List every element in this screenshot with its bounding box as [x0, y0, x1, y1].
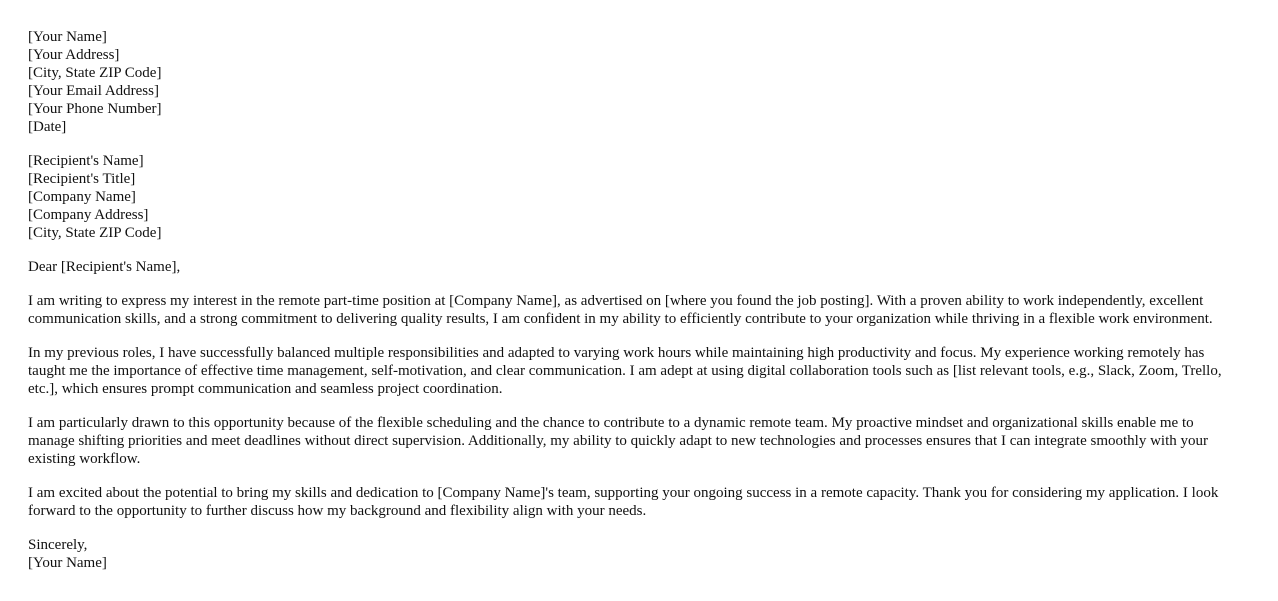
- sender-phone: [Your Phone Number]: [28, 101, 162, 117]
- sender-address-block: [28, 28, 1238, 136]
- closing-block: [28, 536, 1238, 572]
- sender-address: [Your Address]: [28, 47, 120, 63]
- salutation: Dear [Recipient's Name],: [28, 259, 181, 275]
- body-paragraph: I am particularly drawn to this opportunity because of the flexible scheduling and the chance to contribute to a dynamic remote team. My proactive mindset and organizational skills enable me to manage shifting priorities and meet deadlines without direct supervision. Additionally, my ability to quickly adapt to new technologies and processes ensures that I can integrate smoothly with your existing workflow.: [28, 415, 1209, 467]
- recipient-name: [Recipient's Name]: [28, 153, 144, 169]
- signature-name: [Your Name]: [28, 555, 107, 571]
- valediction: Sincerely,: [28, 537, 88, 553]
- letter-date: [Date]: [28, 119, 67, 135]
- recipient-city-state-zip: [City, State ZIP Code]: [28, 225, 162, 241]
- recipient-company: [Company Name]: [28, 189, 136, 205]
- sender-name: [Your Name]: [28, 29, 107, 45]
- recipient-address: [Company Address]: [28, 207, 149, 223]
- recipient-address-block: [28, 152, 1238, 242]
- body-paragraph: I am excited about the potential to bring my skills and dedication to [Company Name]'s team, supporting your ongoing success in a remote capacity. Thank you for considering my application. I look forward to the opportunity to further discuss how my background and flexibility align with your needs.: [28, 485, 1219, 519]
- sender-email: [Your Email Address]: [28, 83, 159, 99]
- body-paragraph: I am writing to express my interest in the remote part-time position at [Company Name], as advertised on [where you found the job posting]. With a proven ability to work independently, excellent communication skills, and a strong commitment to delivering quality results, I am confident in my ability to efficiently contribute to your organization while thriving in a flexible work environment.: [28, 293, 1213, 327]
- recipient-title: [Recipient's Title]: [28, 171, 136, 187]
- sender-city-state-zip: [City, State ZIP Code]: [28, 65, 162, 81]
- body-paragraph: In my previous roles, I have successfully balanced multiple responsibilities and adapted to varying work hours while maintaining high productivity and focus. My experience working remotely has taught me the importance of effective time management, self-motivation, and clear communication. I am adept at using digital collaboration tools such as [list relevant tools, e.g., Slack, Zoom, Trello, etc.], which ensures prompt communication and seamless project coordination.: [28, 345, 1222, 397]
